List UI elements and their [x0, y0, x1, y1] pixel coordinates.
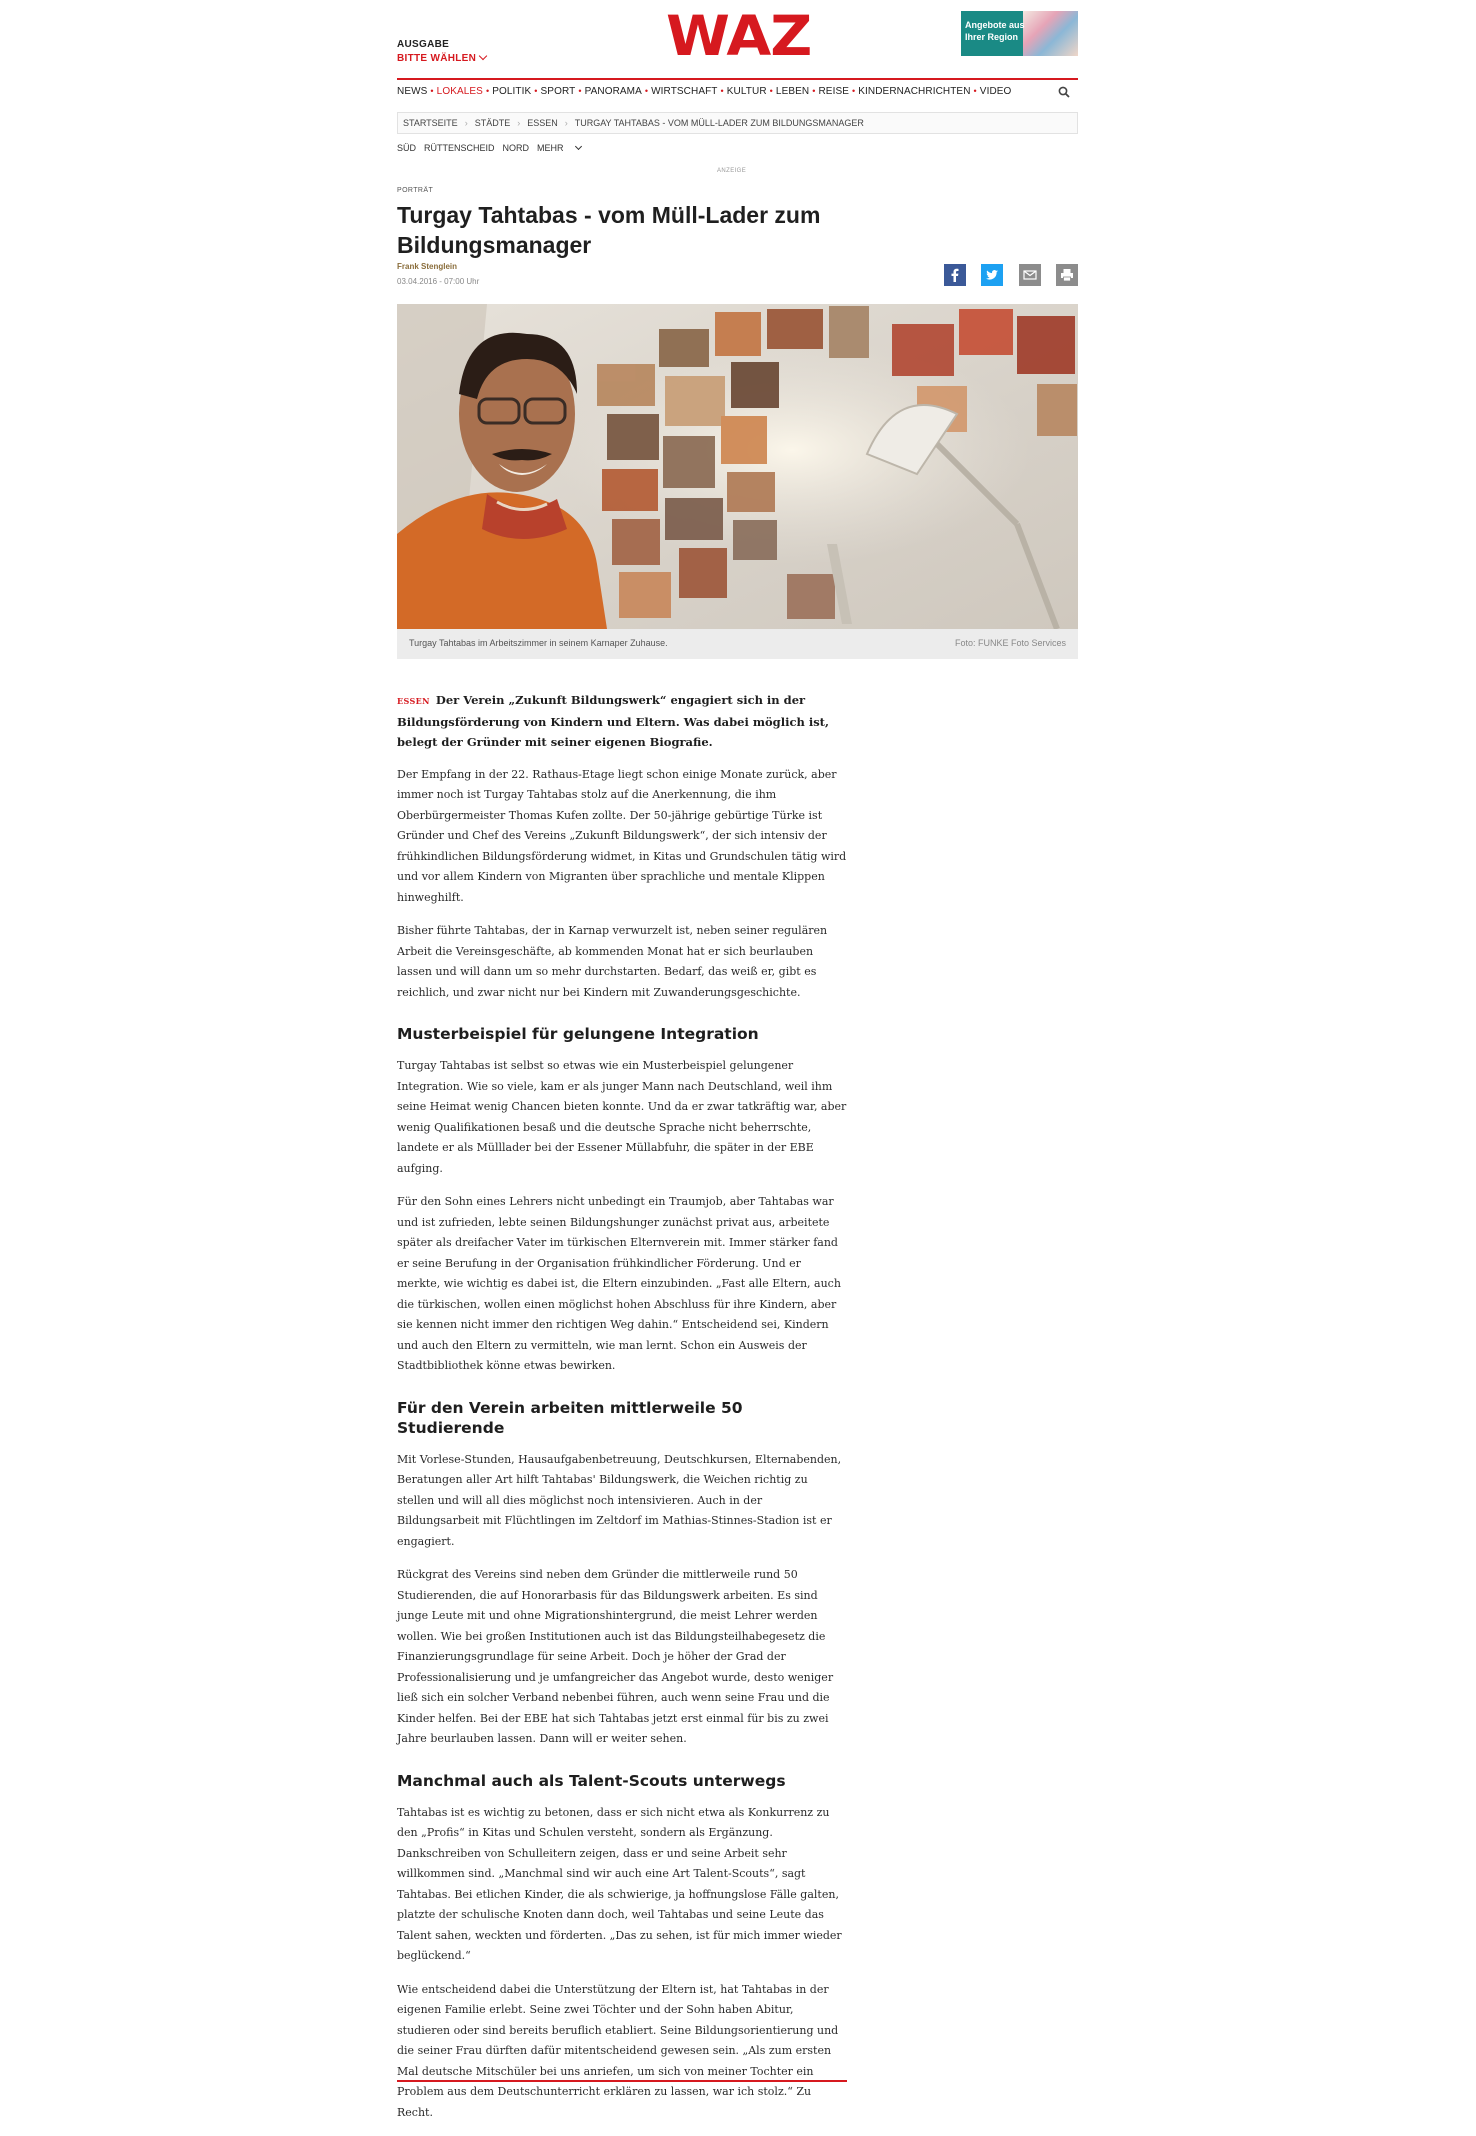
breadcrumb-separator: ›: [564, 118, 568, 128]
chevron-down-icon: [479, 52, 487, 60]
nav-leben[interactable]: LEBEN: [775, 86, 810, 97]
breadcrumb-current: TURGAY TAHTABAS - VOM MÜLL-LADER ZUM BILDUNGSMANAGER: [574, 118, 864, 128]
twitter-icon: [981, 264, 1003, 286]
edition-selector[interactable]: [397, 38, 486, 66]
article-headline: Turgay Tahtabas - vom Müll-Lader zum Bildungsmanager: [397, 202, 821, 258]
subnav-ruettenscheid[interactable]: RÜTTENSCHEID: [424, 143, 495, 153]
regional-offers-promo[interactable]: [961, 11, 1078, 56]
article-paragraph: Wie entscheidend dabei die Unterstützung der Eltern ist, hat Tahtabas in der eigenen Familie erlebt. Seine zwei Töchter und der Sohn haben Abitur, studieren oder sind bereits beruflich etabliert. Seine Bildungsorientierung und die seiner Frau dürften dafür mitentscheidend gewesen sein. „Als zum ersten Mal deutsche Mitschüler bei uns anriefen, um sich von meiner Tochter ein Problem aus dem Deutschunterricht erklären zu lassen, war ich stolz.“ Zu Recht.: [397, 1982, 839, 2119]
local-subnav: [397, 143, 597, 153]
email-share-button[interactable]: [1019, 264, 1041, 286]
share-bar: [933, 264, 1078, 286]
nav-kindernachrichten[interactable]: KINDERNACHRICHTEN: [858, 86, 971, 97]
print-button[interactable]: [1056, 264, 1078, 286]
article-lead: ESSEN Der Verein „Zukunft Bildungswerk“ engagiert sich in der Bildungsförderung von Kindern und Eltern. Was dabei möglich ist, belegt der Gründer mit seiner eigenen Biografie.: [397, 693, 829, 749]
nav-separator: •: [578, 86, 582, 96]
nav-politik[interactable]: POLITIK: [492, 86, 532, 97]
article-date: 03.04.2016 - 07:00 Uhr: [397, 277, 480, 286]
promo-text: Angebote aus Ihrer Region: [965, 20, 1025, 42]
breadcrumb-separator: ›: [464, 118, 468, 128]
nav-reise[interactable]: REISE: [818, 86, 849, 97]
facebook-share-button[interactable]: [944, 264, 966, 286]
printer-icon: [1056, 264, 1078, 286]
article-subheading: Manchmal auch als Talent-Scouts unterwegs: [397, 1771, 786, 1790]
article-end-divider: [397, 2080, 847, 2082]
ad-label: ANZEIGE: [717, 168, 747, 174]
nav-sport[interactable]: SPORT: [540, 86, 576, 97]
image-credit: Foto: FUNKE Foto Services: [954, 638, 1066, 648]
nav-lokales[interactable]: LOKALES: [436, 86, 483, 97]
subnav-sued[interactable]: SÜD: [397, 143, 417, 153]
nav-separator: •: [812, 86, 816, 96]
search-icon[interactable]: [1058, 86, 1070, 98]
subnav-more[interactable]: MEHR: [537, 143, 589, 153]
nav-separator: •: [973, 86, 977, 96]
nav-separator: •: [852, 86, 856, 96]
breadcrumb-essen[interactable]: ESSEN: [527, 118, 558, 128]
waz-logo[interactable]: WAZ: [666, 3, 812, 69]
page: [397, 0, 1078, 2119]
article-body: [397, 690, 847, 2136]
nav-separator: •: [644, 86, 649, 96]
site-header: [397, 0, 1078, 78]
nav-separator: •: [769, 86, 773, 96]
main-nav: [397, 86, 1078, 104]
article-paragraph: Mit Vorlese-Stunden, Hausaufgabenbetreuung, Deutschkursen, Elternabenden, Beratungen aller Art hilft Tahtabas' Bildungswerk, die Weichen richtig zu stellen und will all dies möglichst noch intensivieren. Auch in der Bildungsarbeit mit Flüchtlingen im Zeltdorf im Mathias-Stinnes-Stadion ist er engagiert.: [397, 1452, 842, 1548]
article-paragraph: Turgay Tahtabas ist selbst so etwas wie ein Musterbeispiel gelungener Integration. Wie so viele, kam er als junger Mann nach Deutschland, weil ihm seine Heimat wenig Chancen bieten konnte. Und da er zwar tatkräftig war, aber wenig Qualifikationen besaß und die deutsche Sprache nicht beherrschte, landete er als Mülllader bei der Essener Müllabfuhr, die später in der EBE aufging.: [397, 1059, 847, 1175]
nav-separator: •: [430, 86, 434, 96]
twitter-share-button[interactable]: [981, 264, 1003, 286]
promo-image: [1023, 11, 1078, 56]
mail-icon: [1019, 264, 1041, 286]
breadcrumb-staedte[interactable]: STÄDTE: [474, 118, 511, 128]
image-caption-bar: [397, 629, 1078, 659]
nav-separator: •: [534, 86, 538, 96]
nav-separator: •: [720, 86, 724, 96]
article-paragraph: Der Empfang in der 22. Rathaus-Etage liegt schon einige Monate zurück, aber immer noch ist Turgay Tahtabas stolz auf die Anerkennung, die ihm Oberbürgermeister Thomas Kufen zollte. Der 50-jährige gebürtige Türke ist Gründer und Chef des Vereins „Zukunft Bildungswerk“, der sich intensiv der frühkindlichen Bildungsförderung widmet, in Kitas und Grundschulen tätig wird und vor allem Kindern von Migranten über sprachliche und mentale Klippen hinweghilft.: [397, 767, 847, 904]
edition-choose[interactable]: BITTE WÄHLEN: [397, 52, 486, 66]
portrait-photo: [397, 304, 1078, 629]
article-hero-image: [397, 304, 1078, 629]
nav-panorama[interactable]: PANORAMA: [584, 86, 642, 97]
chevron-down-icon: [574, 143, 581, 150]
nav-separator: •: [485, 86, 490, 96]
article-subheading: Musterbeispiel für gelungene Integration: [397, 1025, 759, 1043]
header-divider: [397, 78, 1078, 80]
article-paragraph: Bisher führte Tahtabas, der in Karnap verwurzelt ist, neben seiner regulären Arbeit die Vereinsgeschäfte, ab kommenden Monat hat er sich beurlauben lassen und will dann um so mehr durchstarten. Bedarf, das weiß er, gibt es reichlich, und zwar nicht nur bei Kindern mit Zuwanderungsgeschichte.: [397, 924, 828, 999]
breadcrumb-startseite[interactable]: STARTSEITE: [403, 118, 458, 128]
article-paragraph: Tahtabas ist es wichtig zu betonen, dass er sich nicht etwa als Konkurrenz zu den „Profis“ in Kitas und Schulen versteht, sondern als Ergänzung. Dankschreiben von Schulleitern zeigen, dass er und seine Arbeit sehr willkommen sind. „Manchmal sind wir auch eine Art Talent-Scouts“, sagt Tahtabas. Bei etlichen Kinder, die als schwierige, ja hoffnungslose Fälle galten, platzte der schulische Knoten dann doch, weil Tahtabas und seine Leute das Talent sahen, weckten und förderten. „Das zu sehen, ist für mich immer wieder beglückend.“: [397, 1805, 842, 1962]
subnav-nord[interactable]: NORD: [502, 143, 530, 153]
nav-news[interactable]: NEWS: [397, 86, 428, 97]
article-kicker: PORTRÄT: [397, 187, 434, 194]
article-subheading: Für den Verein arbeiten mittlerweile 50 Studierende: [397, 1398, 743, 1437]
article-dateline: ESSEN: [397, 696, 430, 706]
article-author[interactable]: Frank Stenglein: [397, 262, 458, 271]
article-paragraph: Für den Sohn eines Lehrers nicht unbedingt ein Traumjob, aber Tahtabas war und ist zufrieden, lebte seinen Bildungshunger zunächst privat aus, arbeitete später als dreifacher Vater im türkischen Elternverein mit. Immer stärker fand er seine Berufung in der Organisation frühkindlicher Förderung. Und er merkte, wie wichtig es dabei ist, die Eltern einzubinden. „Fast alle Eltern, auch die türkischen, wollen einen möglichst hohen Abschluss für ihre Kindern, aber sie kennen nicht immer den richtigen Weg dahin.“ Entscheidend sei, Kindern und auch den Eltern zu vermitteln, wie man lernt. Schon ein Ausweis der Stadtbibliothek könne etwas bewirken.: [397, 1195, 841, 1372]
nav-wirtschaft[interactable]: WIRTSCHAFT: [651, 86, 718, 97]
breadcrumb-separator: ›: [517, 118, 521, 128]
nav-video[interactable]: VIDEO: [979, 86, 1012, 97]
image-caption: Turgay Tahtabas im Arbeitszimmer in seinem Karnaper Zuhause.: [409, 638, 668, 648]
breadcrumb: [397, 112, 1078, 134]
edition-label: AUSGABE: [397, 39, 450, 50]
article-paragraph: Rückgrat des Vereins sind neben dem Gründer die mittlerweile rund 50 Studierenden, die auf Honorarbasis für das Bildungswerk arbeiten. Es sind junge Leute mit und ohne Migrationshintergrund, die meist Lehrer werden wollen. Wie bei großen Institutionen auch ist das Bildungsteilhabegesetz die Finanzierungsgrundlage für seine Arbeit. Doch je höher der Grad der Professionalisierung und je umfangreicher das Angebot wurde, desto weniger ließ sich ein solcher Verband nebenbei führen, auch wenn seine Frau und die Kinder helfen. Bei der EBE hat sich Tahtabas jetzt erst einmal für bis zu zwei Jahre beurlauben lassen. Dann will er weiter sehen.: [397, 1568, 834, 1745]
facebook-icon: [944, 264, 966, 286]
nav-kultur[interactable]: KULTUR: [726, 86, 767, 97]
